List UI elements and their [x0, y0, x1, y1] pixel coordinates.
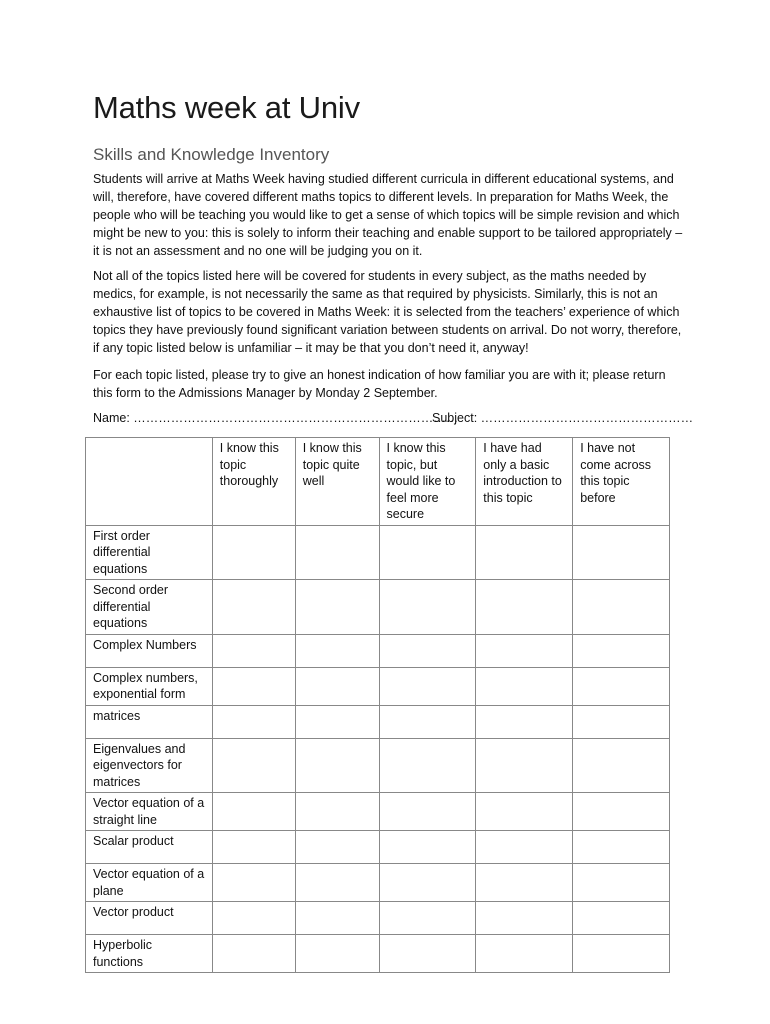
- rating-cell[interactable]: [476, 935, 573, 973]
- rating-cell[interactable]: [212, 935, 295, 973]
- rating-cell[interactable]: [476, 634, 573, 667]
- rating-cell[interactable]: [379, 525, 476, 580]
- rating-cell[interactable]: [476, 831, 573, 864]
- rating-cell[interactable]: [379, 738, 476, 793]
- rating-cell[interactable]: [212, 525, 295, 580]
- table-row: [86, 525, 670, 580]
- table-row: [86, 902, 670, 935]
- table-row: [86, 667, 670, 705]
- rating-cell[interactable]: [212, 634, 295, 667]
- intro-paragraph: Students will arrive at Maths Week having studied different curricula in different educational systems, and will, therefore, have covered different maths topics to different levels. In preparation for Maths Week, the people who will be teaching you would like to get a sense of which topics will be simple revision and which might be new to you: this is solely to inform their teaching and enable support to be tailored appropriately – it is not an assessment and no one will be judging you on it.: [93, 172, 683, 258]
- header-cell-know-thoroughly: I know this topic thoroughly: [212, 438, 295, 526]
- table-row: [86, 935, 670, 973]
- topic-cell: Hyperbolic functions: [86, 935, 213, 973]
- rating-cell[interactable]: [379, 935, 476, 973]
- topic-cell: Second order differential equations: [86, 580, 213, 635]
- rating-cell[interactable]: [573, 634, 670, 667]
- table-row: [86, 580, 670, 635]
- rating-cell[interactable]: [295, 831, 379, 864]
- table-row: [86, 793, 670, 831]
- topic-cell: First order differential equations: [86, 525, 213, 580]
- topic-cell: matrices: [86, 705, 213, 738]
- rating-cell[interactable]: [573, 793, 670, 831]
- rating-cell[interactable]: [212, 793, 295, 831]
- table-header-row: [86, 438, 670, 526]
- rating-cell[interactable]: [212, 864, 295, 902]
- rating-cell[interactable]: [295, 634, 379, 667]
- rating-cell[interactable]: [379, 864, 476, 902]
- rating-cell[interactable]: [476, 525, 573, 580]
- rating-cell[interactable]: [212, 738, 295, 793]
- rating-cell[interactable]: [295, 902, 379, 935]
- header-cell-not-come-across: I have not come across this topic before: [573, 438, 670, 526]
- header-cell-topic: [86, 438, 213, 526]
- rating-cell[interactable]: [295, 793, 379, 831]
- rating-cell[interactable]: [573, 667, 670, 705]
- rating-cell[interactable]: [476, 667, 573, 705]
- header-cell-know-quite-well: I know this topic quite well: [295, 438, 379, 526]
- rating-cell[interactable]: [212, 902, 295, 935]
- rating-cell[interactable]: [573, 902, 670, 935]
- rating-cell[interactable]: [573, 705, 670, 738]
- topics-note-paragraph: Not all of the topics listed here will be covered for students in every subject, as the maths needed by medics, for example, is not necessarily the same as that required by physicists. Similarly, this is not an exhaustive list of topics to be covered in Maths Week: it is selected from the teachers’ experience of which topics they have previously found significant variation between students on arrival. Do not worry, therefore, if any topic listed below is unfamiliar – it may be that you don’t need it, anyway!: [93, 269, 682, 355]
- rating-cell[interactable]: [295, 580, 379, 635]
- subject-field[interactable]: Subject: ……………………………………………: [432, 411, 694, 425]
- topic-cell: Complex numbers, exponential form: [86, 667, 213, 705]
- rating-cell[interactable]: [379, 902, 476, 935]
- rating-cell[interactable]: [476, 580, 573, 635]
- rating-cell[interactable]: [379, 831, 476, 864]
- rating-cell[interactable]: [295, 864, 379, 902]
- skills-inventory-table: [85, 437, 670, 973]
- rating-cell[interactable]: [379, 705, 476, 738]
- rating-cell[interactable]: [476, 738, 573, 793]
- table-row: [86, 738, 670, 793]
- rating-cell[interactable]: [212, 580, 295, 635]
- topic-cell: Vector product: [86, 902, 213, 935]
- name-field[interactable]: Name: ……………………………………………………………………: [93, 411, 459, 425]
- rating-cell[interactable]: [573, 935, 670, 973]
- table-row: [86, 634, 670, 667]
- rating-cell[interactable]: [379, 667, 476, 705]
- rating-cell[interactable]: [212, 831, 295, 864]
- topic-cell: Scalar product: [86, 831, 213, 864]
- page-title: Maths week at Univ: [93, 90, 360, 125]
- rating-cell[interactable]: [573, 831, 670, 864]
- topic-cell: Vector equation of a plane: [86, 864, 213, 902]
- rating-cell[interactable]: [295, 705, 379, 738]
- rating-cell[interactable]: [212, 667, 295, 705]
- rating-cell[interactable]: [573, 738, 670, 793]
- header-cell-basic-introduction: I have had only a basic introduction to this topic: [476, 438, 573, 526]
- rating-cell[interactable]: [476, 793, 573, 831]
- rating-cell[interactable]: [379, 793, 476, 831]
- rating-cell[interactable]: [295, 738, 379, 793]
- rating-cell[interactable]: [476, 864, 573, 902]
- page-subtitle: Skills and Knowledge Inventory: [93, 145, 330, 164]
- table-row: [86, 705, 670, 738]
- rating-cell[interactable]: [212, 705, 295, 738]
- rating-cell[interactable]: [295, 935, 379, 973]
- rating-cell[interactable]: [295, 667, 379, 705]
- topic-cell: Complex Numbers: [86, 634, 213, 667]
- rating-cell[interactable]: [295, 525, 379, 580]
- rating-cell[interactable]: [379, 580, 476, 635]
- rating-cell[interactable]: [573, 525, 670, 580]
- rating-cell[interactable]: [573, 864, 670, 902]
- instructions-paragraph: For each topic listed, please try to give an honest indication of how familiar you are with it; please return this form to the Admissions Manager by Monday 2 September.: [93, 368, 666, 400]
- rating-cell[interactable]: [476, 902, 573, 935]
- topic-cell: Eigenvalues and eigenvectors for matrices: [86, 738, 213, 793]
- rating-cell[interactable]: [476, 705, 573, 738]
- header-cell-feel-more-secure: I know this topic, but would like to feel more secure: [379, 438, 476, 526]
- table-row: [86, 864, 670, 902]
- rating-cell[interactable]: [573, 580, 670, 635]
- rating-cell[interactable]: [379, 634, 476, 667]
- topic-cell: Vector equation of a straight line: [86, 793, 213, 831]
- table-row: [86, 831, 670, 864]
